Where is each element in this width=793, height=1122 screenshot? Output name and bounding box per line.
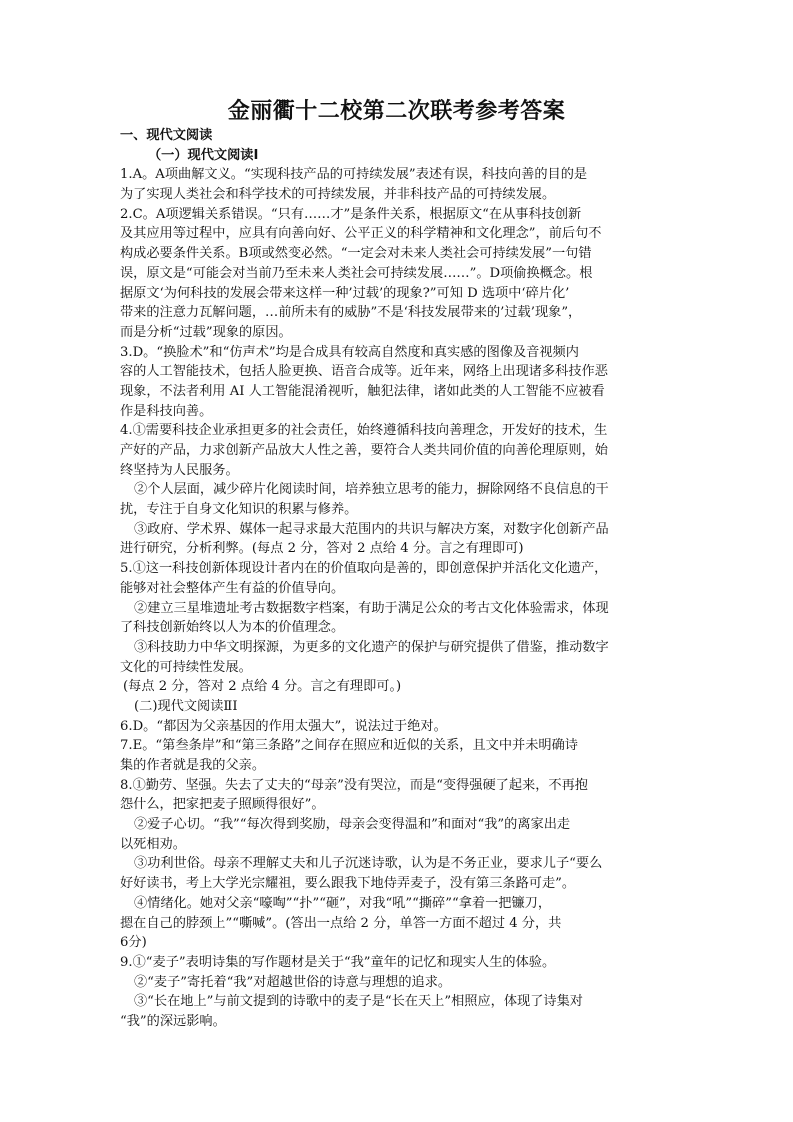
- answer-line: 4.①需要科技企业承担更多的社会责任，始终遵循科技向善理念，开发好的技术，生: [120, 423, 608, 439]
- answer-line: 据原文‘为何科技的发展会带来这样一种’过载’的现象?”可知 D 选项中‘碎片化’: [120, 285, 570, 301]
- answer-line: 7.E。“第叁条岸”和“第三条路”之间存在照应和近似的关系，且文中并未明确诗: [120, 738, 578, 754]
- answer-line: 产好的产品，力求创新产品放大人性之善，要符合人类共同价值的向善伦理原则，始: [120, 443, 608, 458]
- answer-line: 扰，专注于自身文化知识的积累与修养。: [120, 502, 358, 518]
- answer-line: 了科技创新始终以人为本的价值理念。: [120, 620, 345, 636]
- answer-line: 好好读书，考上大学光宗耀祖，要么跟我下地侍弄麦子，没有第三条路可走”。: [120, 876, 576, 892]
- answer-content: [120, 126, 680, 1032]
- answer-line: 6.D。“都因为父亲基因的作用太强大”，说法过于绝对。: [120, 718, 447, 734]
- answer-line: ②爱子心切。“我”“每次得到奖励，母亲会变得温和”和面对“我”的离家出走: [134, 817, 571, 833]
- answer-line: 能够对社会整体产生有益的价值导向。: [120, 580, 345, 596]
- answer-line: 3.D。“换脸术”和“仿声术”均是合成具有较高自然度和真实感的图像及音视频内: [120, 344, 579, 360]
- answer-line: 1.A。A项曲解文义。“实现科技产品的可持续发展”表述有误，科技向善的目的是: [120, 167, 588, 183]
- answer-line: 现象，不法者利用 AI 人工智能混淆视听，触犯法律，诸如此类的人工智能不应被看: [120, 383, 605, 399]
- answer-line: ③政府、学术界、媒体一起寻求最大范围内的共识与解决方案，对数字化创新产品: [134, 521, 609, 537]
- subsection-heading: （一）现代文阅读Ⅰ: [148, 147, 259, 163]
- answer-line: 及其应用等过程中，应具有向善向好、公平正义的科学精神和文化理念”，前后句不: [120, 226, 602, 242]
- answer-line: 2.C。A项逻辑关系错误。“只有……才”是条件关系，根据原文“在从事科技创新: [120, 206, 582, 222]
- answer-line: ②“麦子”寄托着“我”对超越世俗的诗意与理想的追求。: [134, 974, 452, 990]
- answer-line: 进行研究，分析利弊。(每点 2 分，答对 2 点给 4 分。言之有理即可): [120, 541, 524, 557]
- answer-line: 8.①勤劳、坚强。失去了丈夫的“母亲”没有哭泣，而是“变得强硬了起来，不再抱: [120, 777, 588, 793]
- answer-line: 5.①这一科技创新体现设计者内在的价值取向是善的，即创意保护并活化文化遗产，: [120, 561, 608, 577]
- answer-line: ②个人层面，减少碎片化阅读时间，培养独立思考的能力，摒除网络不良信息的干: [134, 482, 609, 498]
- answer-line: 9.①“麦子”表明诗集的写作题材是关于“我”童年的记忆和现实人生的体验。: [120, 954, 556, 970]
- answer-line: “我”的深远影响。: [120, 1013, 226, 1029]
- answer-line: 容的人工智能技术，包括人脸更换、语音合成等。近年来，网络上出现诸多科技作恶: [120, 364, 608, 380]
- answer-line: 为了实现人类社会和科学技术的可持续发展，并非科技产品的可持续发展。: [120, 187, 556, 203]
- section-heading: 一、现代文阅读: [120, 128, 213, 143]
- answer-line: 文化的可持续性发展。: [120, 659, 252, 675]
- answer-line: 摁在自己的脖颈上”“嘶喊”。(答出一点给 2 分，单答一方面不超过 4 分，共: [120, 915, 562, 931]
- subsection-heading-2: (二)现代文阅读ⅡⅠ: [134, 698, 238, 714]
- answer-line: ③功利世俗。母亲不理解丈夫和儿子沉迷诗歌，认为是不务正业，要求儿子“要么: [134, 856, 603, 872]
- answer-line: 以死相劝。: [120, 836, 186, 852]
- answer-line: 6分): [120, 935, 147, 951]
- answer-line: 误，原文是“可能会对当前乃至未来人类社会可持续发展……”。D项偷换概念。根: [120, 265, 593, 281]
- answer-line: 带来的注意力瓦解问题，…前所未有的威胁”不是‘科技发展带来的’过载’现象”，: [120, 305, 582, 321]
- page-title: 金丽衢十二校第二次联考参考答案: [227, 99, 566, 124]
- answer-line: ③“长在地上”与前文提到的诗歌中的麦子是“长在天上”相照应，体现了诗集对: [134, 994, 583, 1010]
- answer-line: 构成必要条件关系。B项或然变必然。“一定会对未来人类社会可持续发展”一句错: [120, 246, 592, 262]
- answer-line: 而是分析“过载”现象的原因。: [120, 324, 292, 340]
- answer-line: 作是科技向善。: [120, 403, 213, 419]
- answer-line: ③科技助力中华文明探源，为更多的文化遗产的保护与研究提供了借鉴，推动数字: [134, 639, 609, 655]
- answer-line: 怨什么，把家把麦子照顾得很好”。: [120, 797, 325, 813]
- answer-line: ④情绪化。她对父亲“嚎啕”“扑”“砸”，对我“吼”“撕碎”“拿着一把镰刀，: [134, 895, 552, 911]
- answer-line: 终坚持为人民服务。: [120, 462, 239, 478]
- answer-line: ②建立三星堆遗址考古数据数字档案，有助于满足公众的考古文化体验需求，体现: [134, 600, 609, 616]
- answer-line: (每点 2 分，答对 2 点给 4 分。言之有理即可。): [123, 679, 402, 695]
- answer-line: 集的作者就是我的父亲。: [120, 758, 266, 773]
